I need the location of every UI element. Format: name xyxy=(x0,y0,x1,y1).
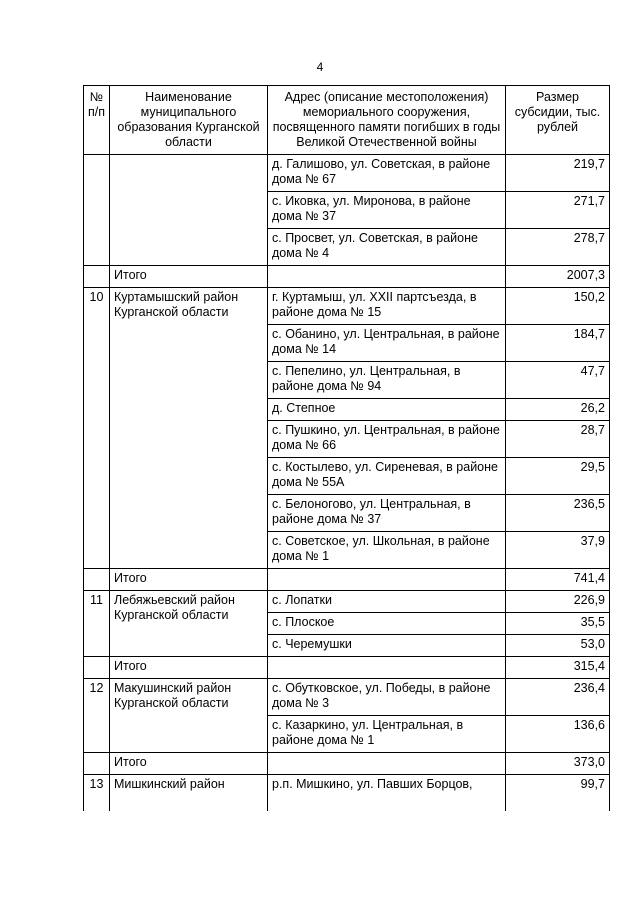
cell-amount: 184,7 xyxy=(506,325,610,362)
cell-address xyxy=(268,753,506,775)
table-row xyxy=(84,591,610,613)
total-row xyxy=(84,569,610,591)
cell-address: с. Белоногово, ул. Центральная, в районе дома № 37 xyxy=(268,495,506,532)
cell-amount: 236,5 xyxy=(506,495,610,532)
cell-address: с. Обанино, ул. Центральная, в районе дома № 14 xyxy=(268,325,506,362)
cell-amount: 47,7 xyxy=(506,362,610,399)
total-row xyxy=(84,266,610,288)
total-label: Итого xyxy=(110,753,268,775)
cell-municipality: Макушинский район Курганской области xyxy=(110,679,268,753)
cell-address: с. Костылево, ул. Сиреневая, в районе дома № 55А xyxy=(268,458,506,495)
cell-amount: 219,7 xyxy=(506,155,610,192)
header-municipality: Наименование муниципального образования Курганской области xyxy=(110,86,268,155)
cell-address: с. Просвет, ул. Советская, в районе дома № 4 xyxy=(268,229,506,266)
total-row xyxy=(84,753,610,775)
table-header-row xyxy=(84,86,610,155)
cell-amount: 99,7 xyxy=(506,775,610,812)
cell-num xyxy=(84,266,110,288)
cell-num xyxy=(84,657,110,679)
table-row xyxy=(84,155,610,192)
cell-address: с. Иковка, ул. Миронова, в районе дома № 37 xyxy=(268,192,506,229)
cell-municipality: Куртамышский район Курганской области xyxy=(110,288,268,569)
total-amount: 741,4 xyxy=(506,569,610,591)
cell-num: 10 xyxy=(84,288,110,569)
cell-amount: 271,7 xyxy=(506,192,610,229)
page-number: 4 xyxy=(316,60,324,74)
header-num: № п/п xyxy=(84,86,110,155)
cell-address: с. Казаркино, ул. Центральная, в районе дома № 1 xyxy=(268,716,506,753)
cell-num xyxy=(84,155,110,266)
cell-amount: 136,6 xyxy=(506,716,610,753)
cell-address: с. Лопатки xyxy=(268,591,506,613)
cell-amount: 150,2 xyxy=(506,288,610,325)
table-body xyxy=(84,155,610,812)
cell-num: 11 xyxy=(84,591,110,657)
cell-address: г. Куртамыш, ул. XXII партсъезда, в районе дома № 15 xyxy=(268,288,506,325)
cell-address: с. Обутковское, ул. Победы, в районе дома № 3 xyxy=(268,679,506,716)
cell-amount: 226,9 xyxy=(506,591,610,613)
total-label: Итого xyxy=(110,657,268,679)
cell-amount: 28,7 xyxy=(506,421,610,458)
cell-num: 12 xyxy=(84,679,110,753)
total-amount: 315,4 xyxy=(506,657,610,679)
cell-amount: 29,5 xyxy=(506,458,610,495)
cell-address xyxy=(268,657,506,679)
cell-address: с. Пепелино, ул. Центральная, в районе дома № 94 xyxy=(268,362,506,399)
cell-amount: 53,0 xyxy=(506,635,610,657)
header-subsidy: Размер субсидии, тыс. рублей xyxy=(506,86,610,155)
total-label: Итого xyxy=(110,266,268,288)
cell-address: с. Советское, ул. Школьная, в районе дома № 1 xyxy=(268,532,506,569)
cell-amount: 278,7 xyxy=(506,229,610,266)
header-address: Адрес (описание местоположения) мемориального сооружения, посвященного памяти погибших в годы Великой Отечественной войны xyxy=(268,86,506,155)
subsidy-table xyxy=(83,85,610,811)
cell-num xyxy=(84,569,110,591)
cell-address: р.п. Мишкино, ул. Павших Борцов, xyxy=(268,775,506,812)
cell-amount: 236,4 xyxy=(506,679,610,716)
cell-municipality: Лебяжьевский район Курганской области xyxy=(110,591,268,657)
table-row xyxy=(84,679,610,716)
cell-address: д. Галишово, ул. Советская, в районе дома № 67 xyxy=(268,155,506,192)
cell-municipality: Мишкинский район xyxy=(110,775,268,812)
cell-address: с. Пушкино, ул. Центральная, в районе дома № 66 xyxy=(268,421,506,458)
total-row xyxy=(84,657,610,679)
cell-num: 13 xyxy=(84,775,110,812)
total-label: Итого xyxy=(110,569,268,591)
cell-amount: 35,5 xyxy=(506,613,610,635)
cell-address xyxy=(268,266,506,288)
cell-address: с. Черемушки xyxy=(268,635,506,657)
cell-address: с. Плоское xyxy=(268,613,506,635)
cell-municipality xyxy=(110,155,268,266)
table-row xyxy=(84,775,610,812)
cell-address xyxy=(268,569,506,591)
cell-num xyxy=(84,753,110,775)
total-amount: 373,0 xyxy=(506,753,610,775)
total-amount: 2007,3 xyxy=(506,266,610,288)
table-row xyxy=(84,288,610,325)
cell-amount: 26,2 xyxy=(506,399,610,421)
cell-amount: 37,9 xyxy=(506,532,610,569)
cell-address: д. Степное xyxy=(268,399,506,421)
